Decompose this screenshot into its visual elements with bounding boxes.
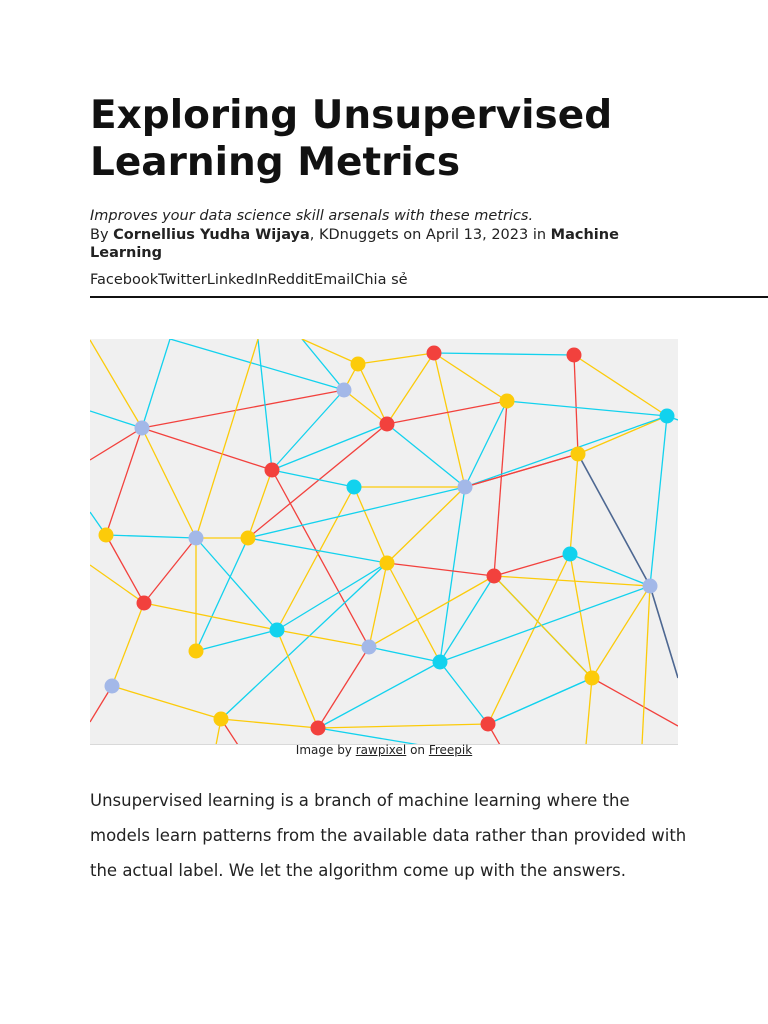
network-node [500, 394, 515, 409]
network-node [189, 531, 204, 546]
network-node [351, 357, 366, 372]
network-edge [507, 401, 667, 416]
network-edge [578, 454, 650, 586]
network-node [105, 679, 120, 694]
network-edge [354, 487, 387, 563]
network-edge [196, 538, 248, 651]
network-edge [277, 630, 318, 728]
network-edge [440, 662, 488, 724]
network-edge [387, 563, 440, 662]
byline-middle: , KDnuggets on April 13, 2023 in [309, 227, 551, 243]
network-node [189, 644, 204, 659]
network-illustration [90, 339, 678, 744]
network-edge [318, 662, 440, 728]
share-bar [90, 271, 408, 289]
network-edge [440, 586, 650, 662]
intro-paragraph: Unsupervised learning is a branch of machine learning where the models learn patterns from the available data rather than provided with the actual label. We let the algorithm come up with the answers. [90, 791, 687, 880]
freepik-link[interactable]: Freepik [428, 743, 473, 757]
network-edge [387, 487, 465, 563]
network-node [347, 480, 362, 495]
network-edge [574, 355, 578, 454]
network-edge [106, 535, 144, 603]
network-edge [578, 416, 667, 454]
byline-prefix: By [90, 227, 114, 243]
network-node [567, 348, 582, 363]
hero-image [90, 339, 678, 745]
network-edge [142, 339, 170, 428]
network-edge [318, 724, 488, 728]
network-edge [369, 563, 387, 647]
network-edge [221, 719, 318, 728]
share-more-link[interactable]: Chia sẻ [354, 272, 408, 288]
network-edge [112, 686, 221, 719]
network-edge [465, 416, 667, 487]
share-twitter-link[interactable]: Twitter [158, 272, 207, 288]
network-edge [248, 487, 465, 538]
network-node [458, 480, 473, 495]
network-edge [494, 576, 650, 586]
caption-prefix: Image by [295, 743, 356, 757]
network-node [433, 655, 448, 670]
network-node [427, 346, 442, 361]
image-caption [90, 742, 678, 758]
network-edge [277, 630, 369, 647]
network-edge [494, 401, 507, 576]
article-title: Exploring Unsupervised Learning Metrics [90, 93, 613, 185]
network-node [362, 640, 377, 655]
network-node [337, 383, 352, 398]
network-edge [358, 364, 387, 424]
author-name[interactable]: Cornellius Yudha Wijaya [113, 227, 310, 243]
network-edge [277, 487, 354, 630]
network-edge [440, 576, 494, 662]
article-subtitle: Improves your data science skill arsenals with these metrics. [90, 208, 534, 224]
network-edge [344, 390, 387, 424]
network-edge [106, 428, 142, 535]
network-edge [650, 416, 667, 586]
network-edge [196, 339, 258, 538]
network-node [214, 712, 229, 727]
network-node [241, 531, 256, 546]
network-edge [277, 563, 387, 630]
network-edge [144, 538, 196, 603]
network-edge [272, 424, 387, 470]
network-edge [142, 428, 196, 538]
network-edge [592, 586, 650, 678]
network-node [563, 547, 578, 562]
network-node [137, 596, 152, 611]
network-edge [440, 487, 465, 662]
network-edge [112, 603, 144, 686]
network-edge [387, 563, 494, 576]
share-reddit-link[interactable]: Reddit [267, 272, 314, 288]
network-edge [90, 565, 144, 603]
network-edge [106, 535, 196, 538]
network-edge [494, 576, 592, 678]
network-edge [358, 353, 434, 364]
network-node [481, 717, 496, 732]
network-edge [387, 424, 465, 487]
network-edge [488, 678, 592, 724]
network-edge [302, 339, 358, 364]
category-link[interactable]: Machine Learning [90, 227, 619, 261]
byline [90, 226, 690, 262]
network-node [99, 528, 114, 543]
share-facebook-link[interactable]: Facebook [90, 272, 159, 288]
network-node [571, 447, 586, 462]
network-edge [434, 353, 507, 401]
network-edge [90, 428, 142, 460]
network-node [660, 409, 675, 424]
network-node [585, 671, 600, 686]
caption-middle: on [406, 743, 429, 757]
network-edge [272, 470, 369, 647]
network-node [135, 421, 150, 436]
network-edge [248, 538, 387, 563]
network-node [311, 721, 326, 736]
network-node [487, 569, 502, 584]
network-edge [434, 353, 465, 487]
share-linkedin-link[interactable]: LinkedIn [206, 272, 268, 288]
network-edge [387, 353, 434, 424]
network-edge [142, 390, 344, 428]
network-edge [369, 576, 494, 647]
network-edge [642, 586, 650, 744]
share-email-link[interactable]: Email [314, 272, 355, 288]
network-edge [196, 630, 277, 651]
network-edge [465, 454, 578, 487]
network-edge [650, 586, 678, 678]
network-node [265, 463, 280, 478]
header-divider [90, 296, 768, 298]
network-node [270, 623, 285, 638]
rawpixel-link[interactable]: rawpixel [355, 743, 407, 757]
network-edge [570, 454, 578, 554]
network-edge [434, 353, 574, 355]
network-edge [302, 339, 344, 390]
network-edge [318, 647, 369, 728]
network-edge [387, 401, 507, 424]
network-edge [90, 340, 142, 428]
network-edge [592, 678, 678, 726]
network-edge [494, 554, 570, 576]
network-edge [574, 355, 667, 416]
network-edge [142, 428, 272, 470]
network-node [380, 556, 395, 571]
network-node [380, 417, 395, 432]
network-edge [586, 678, 592, 744]
network-edge [369, 647, 440, 662]
network-node [643, 579, 658, 594]
